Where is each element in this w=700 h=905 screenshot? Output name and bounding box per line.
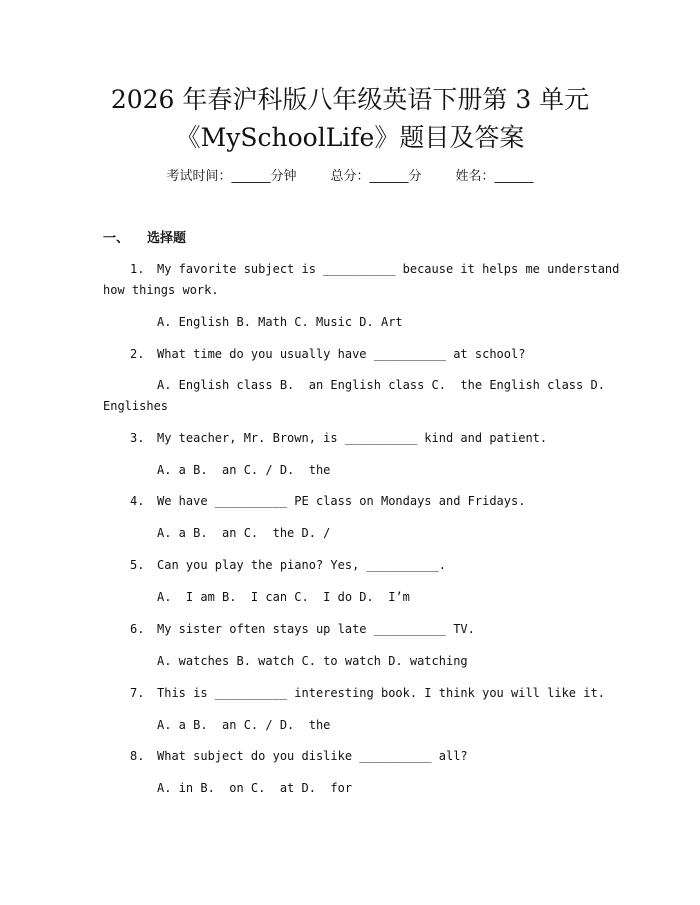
question-4 — [130, 491, 525, 511]
question-4-options: A. a B. an C. the D. / — [157, 526, 331, 540]
question-6 — [130, 619, 475, 639]
question-1-continuation: how things work. — [103, 283, 219, 297]
question-text: My teacher, Mr. Brown, is __________ kind and patient. — [157, 431, 548, 445]
exam-info — [0, 167, 700, 187]
question-2-options-continuation: Englishes — [103, 399, 169, 413]
section-number: 一、 — [103, 231, 130, 246]
question-8 — [130, 746, 468, 766]
question-1-options: A. English B. Math C. Music D. Art — [157, 315, 403, 329]
question-5 — [130, 555, 446, 575]
exam-total-score: 总分：______分 — [330, 169, 422, 184]
question-number: 4. — [130, 494, 145, 508]
question-number: 6. — [130, 622, 145, 636]
question-text: What time do you usually have __________ at school? — [157, 347, 526, 361]
question-text: Can you play the piano? Yes, __________. — [157, 558, 446, 572]
question-3-options: A. a B. an C. / D. the — [157, 463, 331, 477]
question-6-options: A. watches B. watch C. to watch D. watching — [157, 654, 468, 668]
question-text: We have __________ PE class on Mondays and Fridays. — [157, 494, 526, 508]
question-3 — [130, 428, 547, 448]
exam-student-name: 姓名：______ — [455, 169, 534, 184]
section-heading — [103, 229, 186, 249]
question-number: 3. — [130, 431, 145, 445]
question-1 — [130, 259, 619, 279]
question-7 — [130, 683, 605, 703]
question-number: 1. — [130, 262, 145, 276]
question-number: 5. — [130, 558, 145, 572]
exam-time: 考试时间：______分钟 — [166, 169, 297, 184]
question-7-options: A. a B. an C. / D. the — [157, 718, 331, 732]
question-5-options: A. I am B. I can C. I do D. I’m — [157, 590, 410, 604]
question-2-options: A. English class B. an English class C. the English class D. — [157, 378, 605, 392]
question-number: 7. — [130, 686, 145, 700]
document-title-line-2: 《MySchoolLife》题目及答案 — [175, 123, 525, 152]
question-text: This is __________ interesting book. I think you will like it. — [157, 686, 605, 700]
question-text: What subject do you dislike __________ all? — [157, 749, 468, 763]
section-title: 选择题 — [147, 231, 187, 246]
question-number: 2. — [130, 347, 145, 361]
question-text: My sister often stays up late __________ TV. — [157, 622, 475, 636]
question-text: My favorite subject is __________ because it helps me understand — [157, 262, 620, 276]
document-title-line-1: 2026 年春沪科版八年级英语下册第 3 单元 — [110, 85, 590, 114]
question-number: 8. — [130, 749, 145, 763]
question-2 — [130, 344, 525, 364]
question-8-options: A. in B. on C. at D. for — [157, 781, 353, 795]
